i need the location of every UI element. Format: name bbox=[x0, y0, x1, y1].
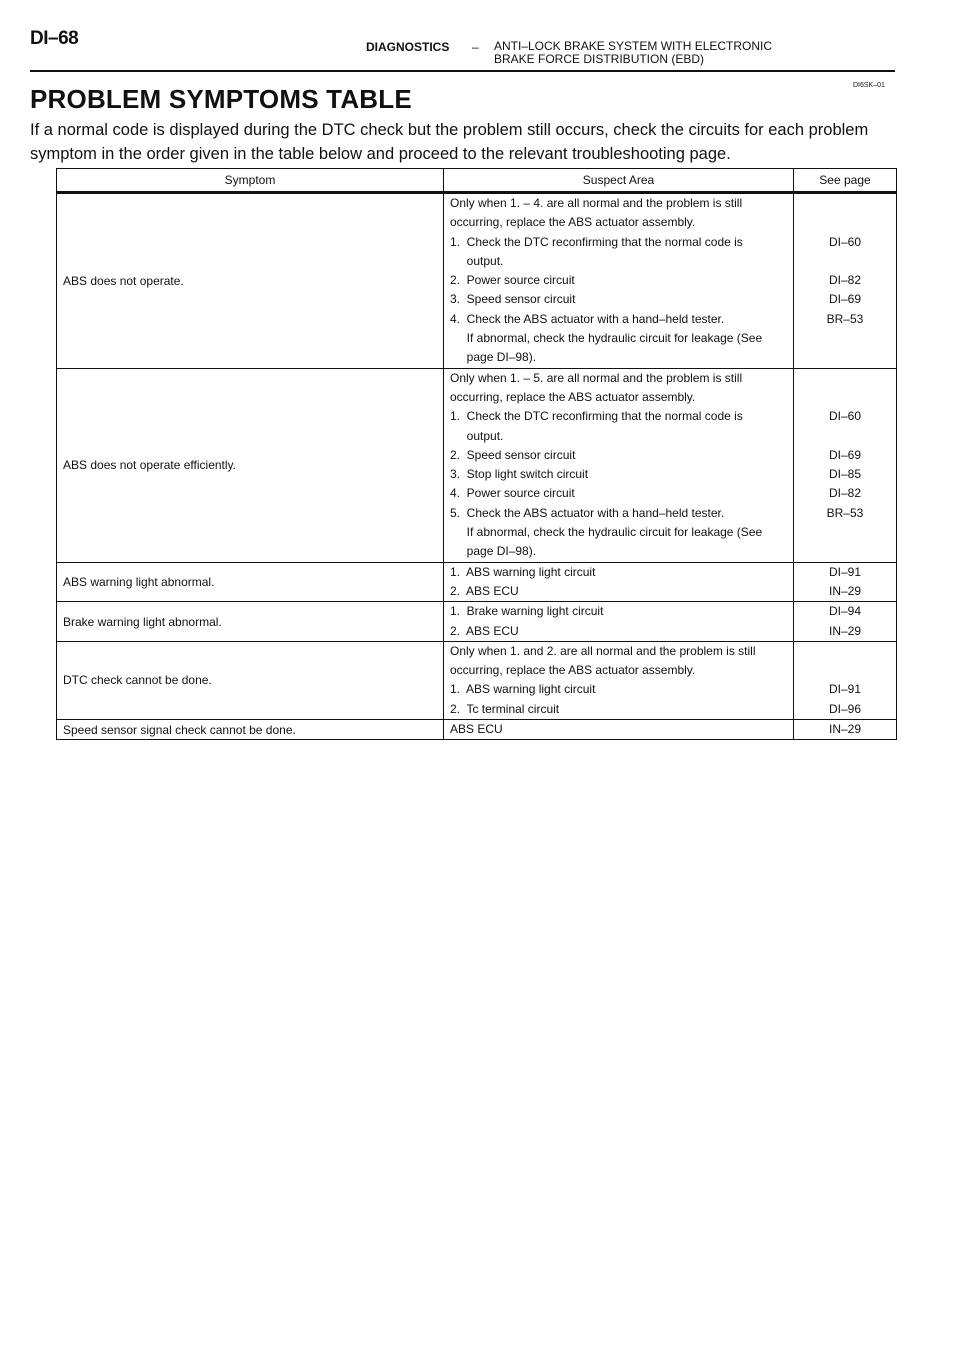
suspect-area-line: Only when 1. and 2. are all normal and the problem is still bbox=[450, 643, 756, 658]
see-page-ref bbox=[800, 329, 890, 348]
suspect-area-line: 1. ABS warning light circuit bbox=[450, 564, 596, 579]
see-page-ref: DI–94 bbox=[828, 604, 862, 619]
column-header-see-page: See page bbox=[794, 169, 897, 193]
table-header-row bbox=[57, 169, 897, 193]
problem-symptoms-table bbox=[56, 168, 897, 740]
symptom-cell: ABS does not operate efficiently. bbox=[57, 368, 444, 562]
table-row bbox=[57, 193, 897, 369]
see-page-ref: DI–96 bbox=[828, 701, 862, 716]
suspect-area-line: 1. Check the DTC reconfirming that the normal code is bbox=[450, 234, 743, 249]
see-page-ref: DI–69 bbox=[828, 292, 862, 307]
table-row bbox=[57, 641, 897, 719]
suspect-area-line: 2. ABS ECU bbox=[450, 623, 519, 638]
suspect-area-line: 1. ABS warning light circuit bbox=[450, 682, 596, 697]
see-page-ref: DI–60 bbox=[828, 409, 862, 424]
see-page-ref: IN–29 bbox=[828, 722, 862, 737]
see-page-ref: DI–85 bbox=[828, 467, 862, 482]
table-body bbox=[57, 193, 897, 740]
suspect-area-line: Only when 1. – 5. are all normal and the problem is still bbox=[450, 370, 743, 385]
table-row bbox=[57, 720, 897, 740]
see-page-ref: DI–91 bbox=[828, 682, 862, 697]
see-page-ref bbox=[800, 523, 890, 542]
header-rule bbox=[30, 70, 895, 72]
suspect-area-cell bbox=[444, 602, 794, 642]
suspect-area-line: 2. ABS ECU bbox=[450, 583, 519, 598]
header-section: DIAGNOSTICS bbox=[366, 40, 450, 54]
column-header-symptom: Symptom bbox=[57, 169, 444, 193]
suspect-area-line: 1. Brake warning light circuit bbox=[450, 604, 604, 619]
suspect-area-line: 4. Power source circuit bbox=[450, 486, 575, 501]
symptom-cell: DTC check cannot be done. bbox=[57, 641, 444, 719]
suspect-area-line: Only when 1. – 4. are all normal and the problem is still bbox=[450, 196, 743, 210]
symptom-cell: ABS warning light abnormal. bbox=[57, 562, 444, 602]
see-page-cell bbox=[794, 193, 897, 369]
column-header-suspect-area: Suspect Area bbox=[444, 169, 794, 193]
see-page-ref: DI–60 bbox=[828, 234, 862, 249]
see-page-ref: DI–82 bbox=[828, 273, 862, 288]
page-number: DI–68 bbox=[30, 28, 79, 49]
see-page-cell bbox=[794, 641, 897, 719]
page-title: PROBLEM SYMPTOMS TABLE bbox=[30, 84, 412, 114]
see-page-ref: IN–29 bbox=[828, 583, 862, 598]
see-page-ref bbox=[800, 642, 890, 661]
see-page-ref: DI–82 bbox=[828, 486, 862, 501]
header-system-line2: BRAKE FORCE DISTRIBUTION (EBD) bbox=[494, 52, 705, 66]
suspect-area-line: 2. Speed sensor circuit bbox=[450, 447, 576, 462]
suspect-area-cell bbox=[444, 720, 794, 740]
suspect-area-line: If abnormal, check the hydraulic circuit for leakage (See bbox=[450, 525, 763, 540]
suspect-area-line: 4. Check the ABS actuator with a hand–held tester. bbox=[450, 311, 725, 326]
see-page-cell bbox=[794, 602, 897, 642]
see-page-ref bbox=[800, 427, 890, 446]
suspect-area-line: 3. Stop light switch circuit bbox=[450, 467, 589, 482]
suspect-area-line: 3. Speed sensor circuit bbox=[450, 292, 576, 307]
see-page-ref bbox=[800, 388, 890, 407]
see-page-ref bbox=[800, 194, 890, 213]
see-page-ref: BR–53 bbox=[826, 311, 864, 326]
table-row bbox=[57, 562, 897, 602]
suspect-area-line: occurring, replace the ABS actuator assembly. bbox=[450, 215, 696, 230]
see-page-ref bbox=[800, 252, 890, 271]
header-system-line1: ANTI–LOCK BRAKE SYSTEM WITH ELECTRONIC bbox=[494, 39, 773, 53]
see-page-ref: DI–91 bbox=[828, 564, 862, 579]
suspect-area-line: page DI–98). bbox=[450, 350, 537, 365]
see-page-ref: DI–69 bbox=[828, 447, 862, 462]
header-system-title bbox=[494, 40, 772, 66]
intro-paragraph: If a normal code is displayed during the DTC check but the problem still occurs, check the circuits for each problem symptom in the order given in the table below and proceed to the relevant troubleshooting page. bbox=[30, 121, 869, 163]
suspect-area-line: ABS ECU bbox=[450, 722, 503, 737]
see-page-cell bbox=[794, 562, 897, 602]
suspect-area-cell bbox=[444, 368, 794, 562]
symptom-cell: Speed sensor signal check cannot be done. bbox=[57, 720, 444, 740]
symptom-cell: ABS does not operate. bbox=[57, 193, 444, 369]
see-page-cell bbox=[794, 720, 897, 740]
see-page-ref: BR–53 bbox=[826, 505, 864, 520]
header-dash: – bbox=[472, 40, 479, 54]
symptom-cell: Brake warning light abnormal. bbox=[57, 602, 444, 642]
suspect-area-line: 1. Check the DTC reconfirming that the normal code is bbox=[450, 409, 743, 424]
see-page-ref bbox=[800, 661, 890, 680]
table-row bbox=[57, 602, 897, 642]
suspect-area-line: occurring, replace the ABS actuator assembly. bbox=[450, 663, 696, 678]
see-page-ref bbox=[800, 369, 890, 388]
suspect-area-cell bbox=[444, 193, 794, 369]
suspect-area-line: page DI–98). bbox=[450, 544, 537, 559]
suspect-area-cell bbox=[444, 562, 794, 602]
suspect-area-line: occurring, replace the ABS actuator assembly. bbox=[450, 389, 696, 404]
suspect-area-line: 2. Tc terminal circuit bbox=[450, 701, 560, 716]
see-page-ref bbox=[800, 542, 890, 561]
suspect-area-line: output. bbox=[450, 253, 504, 268]
suspect-area-line: If abnormal, check the hydraulic circuit for leakage (See bbox=[450, 331, 763, 346]
see-page-ref bbox=[800, 348, 890, 367]
suspect-area-line: 5. Check the ABS actuator with a hand–held tester. bbox=[450, 505, 725, 520]
suspect-area-line: 2. Power source circuit bbox=[450, 273, 575, 288]
see-page-cell bbox=[794, 368, 897, 562]
suspect-area-line: output. bbox=[450, 428, 504, 443]
table-row bbox=[57, 368, 897, 562]
see-page-ref: IN–29 bbox=[828, 623, 862, 638]
document-code: DI6SK–01 bbox=[853, 82, 885, 89]
see-page-ref bbox=[800, 213, 890, 232]
suspect-area-cell bbox=[444, 641, 794, 719]
